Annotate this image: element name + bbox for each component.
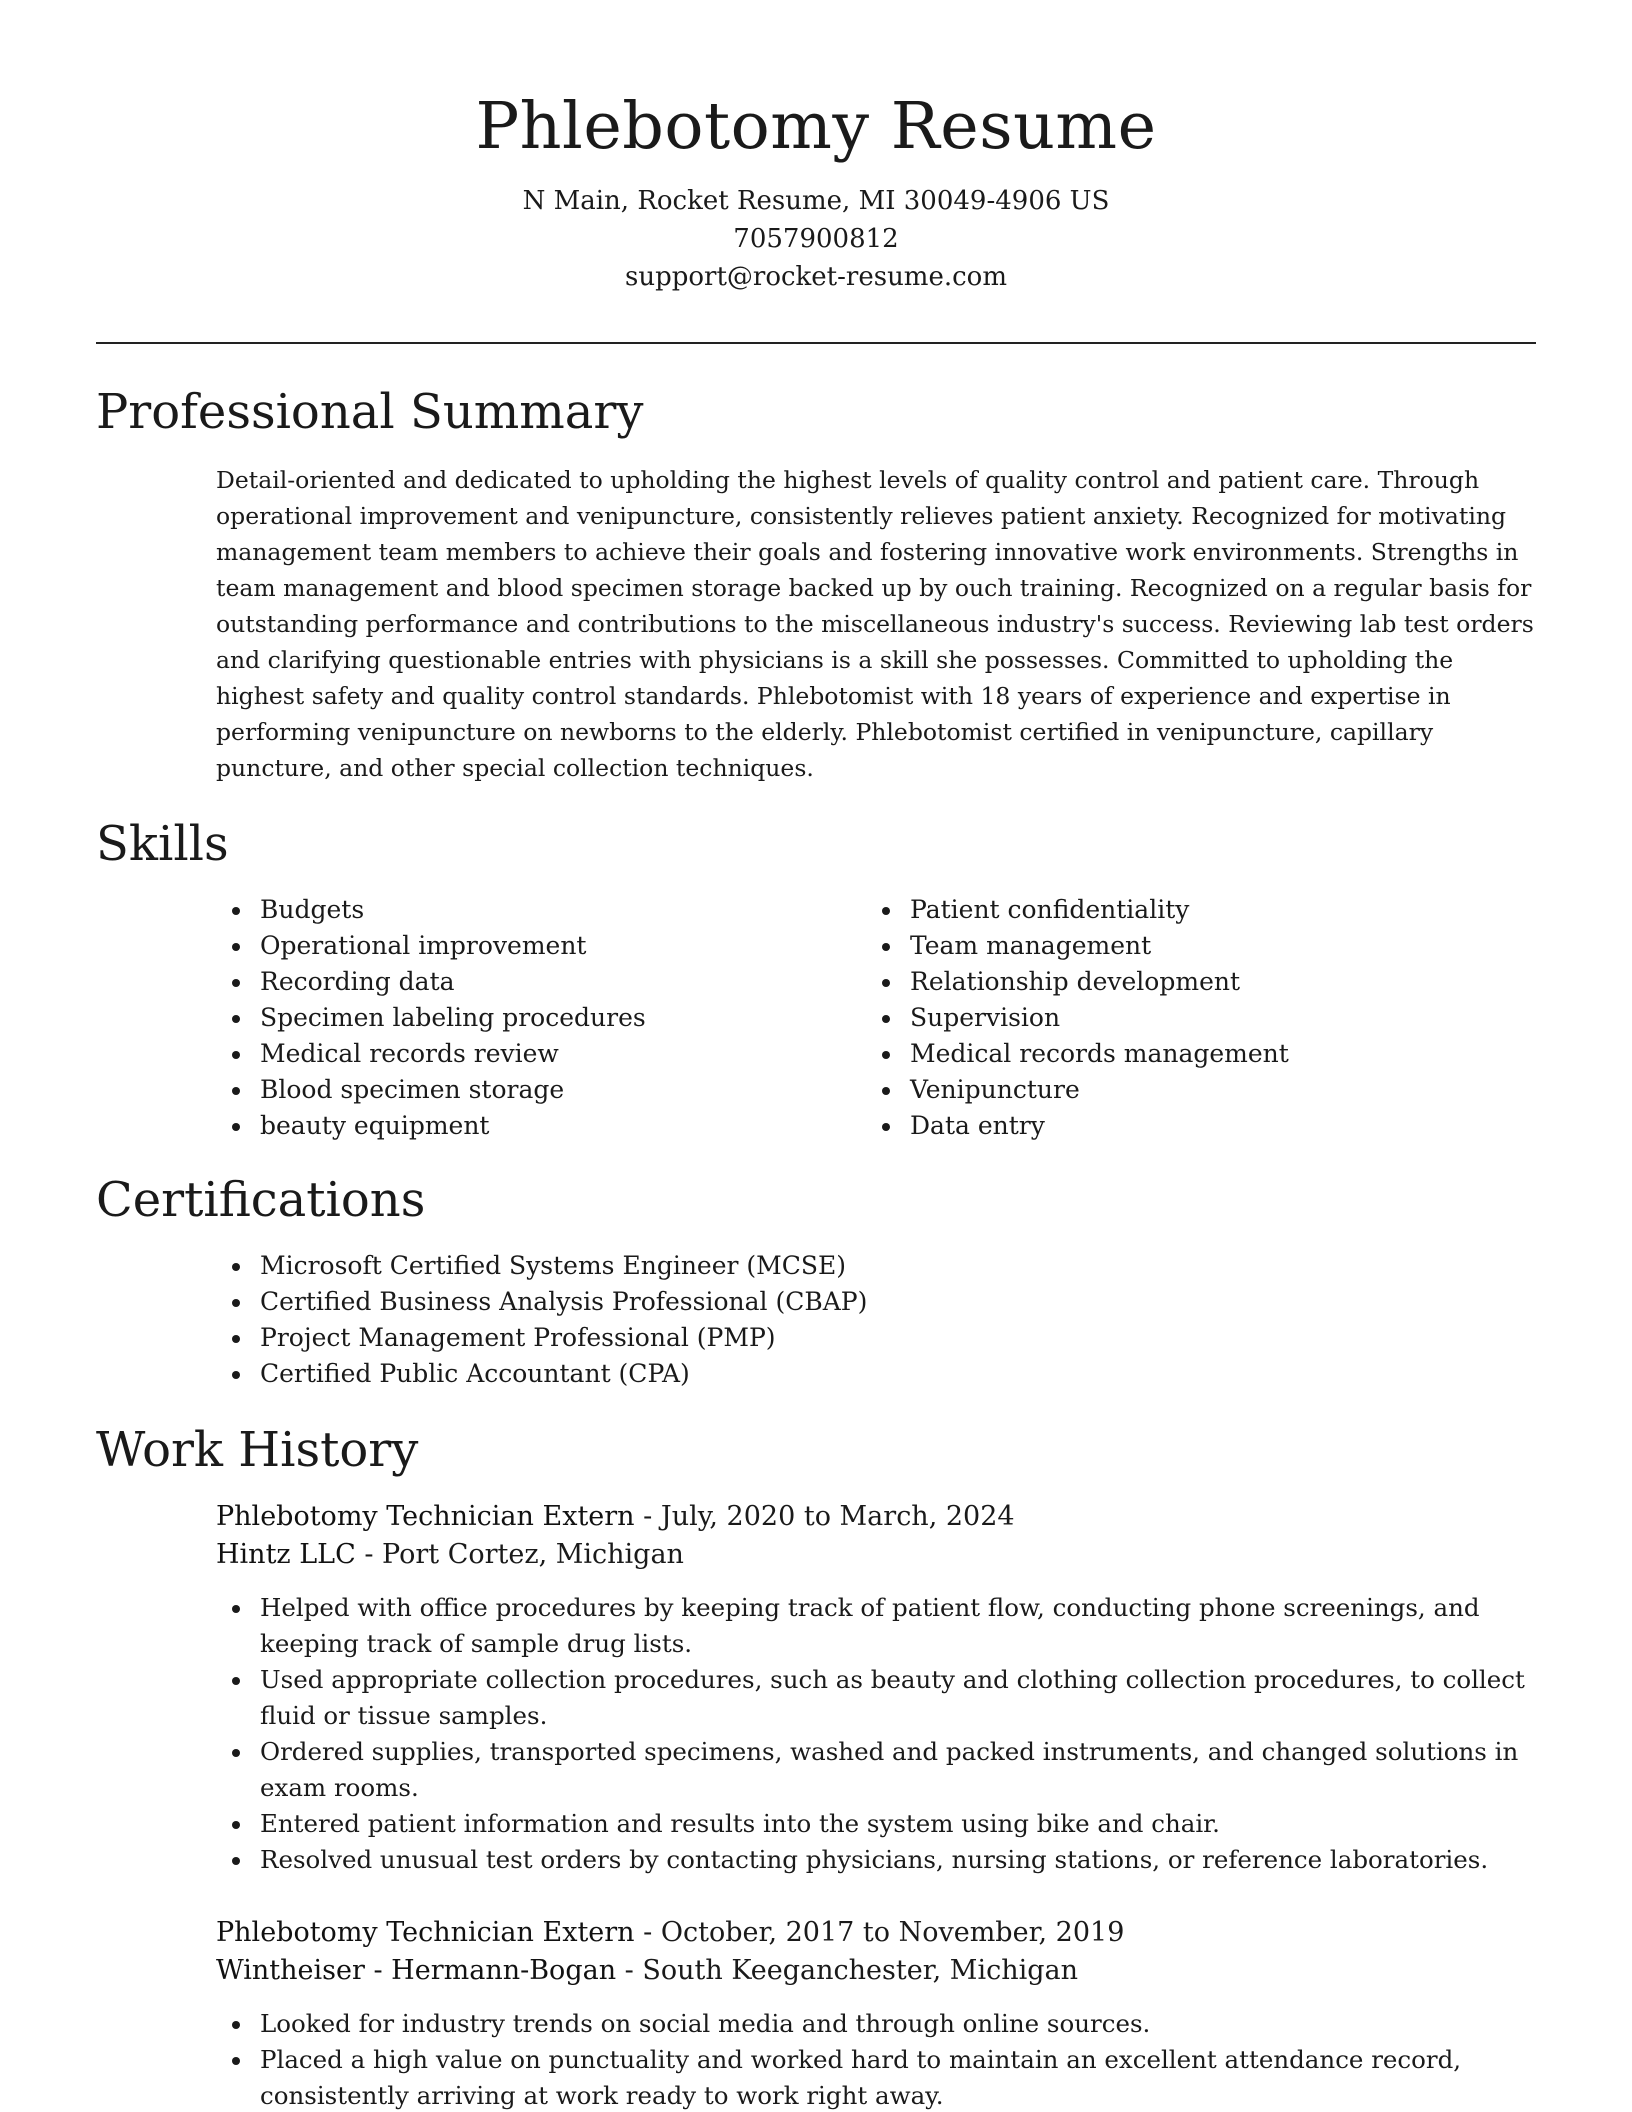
section-title-skills: Skills bbox=[96, 816, 229, 872]
contact-info bbox=[0, 182, 1632, 296]
job-title-line bbox=[216, 1498, 1536, 1536]
separator: - bbox=[355, 1539, 383, 1570]
list-item: Relationship development bbox=[866, 964, 1506, 1000]
list-item: Team management bbox=[866, 928, 1506, 964]
phone: 7057900812 bbox=[733, 224, 899, 254]
list-item: Resolved unusual test orders by contacting physicians, nursing stations, or reference laboratories. bbox=[216, 1842, 1536, 1878]
skills-list-left bbox=[216, 892, 816, 1144]
list-item: Recording data bbox=[216, 964, 816, 1000]
list-item: Certified Business Analysis Professional (CBAP) bbox=[216, 1284, 1516, 1320]
separator: - bbox=[616, 1955, 643, 1986]
job-duties-list bbox=[216, 2006, 1536, 2112]
list-item: Medical records management bbox=[866, 1036, 1506, 1072]
certifications-list bbox=[216, 1248, 1516, 1392]
list-item: Entered patient information and results into the system using bike and chair. bbox=[216, 1806, 1536, 1842]
list-item: Supervision bbox=[866, 1000, 1506, 1036]
list-item: Medical records review bbox=[216, 1036, 816, 1072]
job-title-line bbox=[216, 1914, 1536, 1952]
separator: - bbox=[634, 1501, 661, 1532]
list-item: Specimen labeling procedures bbox=[216, 1000, 816, 1036]
job-location: Port Cortez, Michigan bbox=[382, 1539, 684, 1570]
separator: - bbox=[634, 1917, 661, 1948]
job-company-line bbox=[216, 1536, 1536, 1574]
section-title-certifications: Certifications bbox=[96, 1172, 426, 1228]
job-company: Hintz LLC bbox=[216, 1539, 356, 1570]
list-item: Venipuncture bbox=[866, 1072, 1506, 1108]
list-item: Operational improvement bbox=[216, 928, 816, 964]
list-item: Certified Public Accountant (CPA) bbox=[216, 1356, 1516, 1392]
list-item: Used appropriate collection procedures, such as beauty and clothing collection procedures, to collect fluid or tissue samples. bbox=[216, 1662, 1536, 1734]
header-divider bbox=[96, 342, 1536, 344]
list-item: Microsoft Certified Systems Engineer (MCSE) bbox=[216, 1248, 1516, 1284]
list-item: Patient confidentiality bbox=[866, 892, 1506, 928]
skills-list-right bbox=[866, 892, 1506, 1144]
job-company: Wintheiser - Hermann-Bogan bbox=[216, 1955, 617, 1986]
list-item: Data entry bbox=[866, 1108, 1506, 1144]
list-item: Looked for industry trends on social media and through online sources. bbox=[216, 2006, 1536, 2042]
job-company-line bbox=[216, 1952, 1536, 1990]
email: support@rocket-resume.com bbox=[624, 262, 1007, 292]
job-entry bbox=[216, 1914, 1536, 2112]
list-item: Placed a high value on punctuality and worked hard to maintain an excellent attendance record, consistently arriving at work ready to work right away. bbox=[216, 2042, 1536, 2112]
list-item: Blood specimen storage bbox=[216, 1072, 816, 1108]
resume-header bbox=[0, 0, 1632, 296]
address: N Main, Rocket Resume, MI 30049-4906 US bbox=[522, 186, 1110, 216]
section-title-summary: Professional Summary bbox=[96, 384, 644, 440]
summary-text: Detail-oriented and dedicated to upholding the highest levels of quality control and patient care. Through operational improvement and venipuncture, consistently relieves patient anxiety. Recognized for motivating management team members to achieve their goals and fostering innovative work environments. Strengths in team management and blood specimen storage backed up by ouch training. Recognized on a regular basis for outstanding performance and contributions to the miscellaneous industry's success. Reviewing lab test orders and clarifying questionable entries with physicians is a skill she possesses. Committed to upholding the highest safety and quality control standards. Phlebotomist with 18 years of experience and expertise in performing venipuncture on newborns to the elderly. Phlebotomist certified in venipuncture, capillary puncture, and other special collection techniques. bbox=[216, 466, 1534, 782]
job-entry bbox=[216, 1498, 1536, 1878]
job-duties-list bbox=[216, 1590, 1536, 1878]
list-item: Helped with office procedures by keeping track of patient flow, conducting phone screenings, and keeping track of sample drug lists. bbox=[216, 1590, 1536, 1662]
job-title: Phlebotomy Technician Extern bbox=[216, 1917, 635, 1948]
list-item: Ordered supplies, transported specimens, washed and packed instruments, and changed solutions in exam rooms. bbox=[216, 1734, 1536, 1806]
list-item: Project Management Professional (PMP) bbox=[216, 1320, 1516, 1356]
job-dates: October, 2017 to November, 2019 bbox=[660, 1917, 1125, 1948]
job-location: South Keeganchester, Michigan bbox=[642, 1955, 1079, 1986]
list-item: Budgets bbox=[216, 892, 816, 928]
list-item: beauty equipment bbox=[216, 1108, 816, 1144]
resume-title: Phlebotomy Resume bbox=[475, 89, 1157, 164]
job-dates: July, 2020 to March, 2024 bbox=[660, 1501, 1015, 1532]
job-title: Phlebotomy Technician Extern bbox=[216, 1501, 635, 1532]
section-title-work-history: Work History bbox=[96, 1422, 419, 1478]
